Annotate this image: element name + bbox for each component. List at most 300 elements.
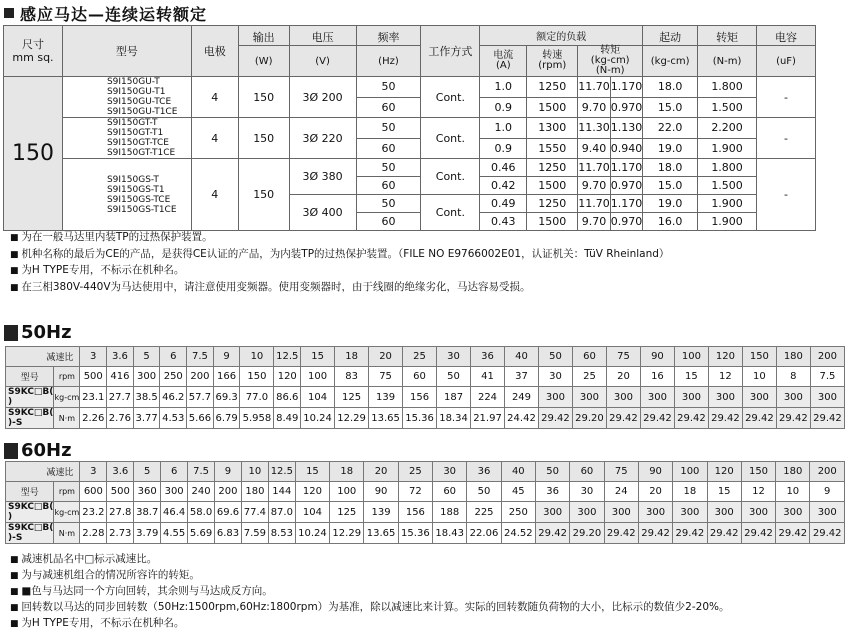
nm-cell: 6.79 (213, 408, 240, 429)
nm-unit: N·m (54, 408, 80, 429)
ratio-cell: 100 (674, 347, 708, 367)
nm-cell: 24.42 (505, 408, 539, 429)
kgcm-cell: 46.2 (160, 387, 187, 408)
rpm-cell: 60 (403, 367, 437, 387)
voltage-value: 3Ø 220 (289, 118, 356, 159)
model-name: S9I150GS-T (106, 174, 159, 185)
ratio-cell: 3 (80, 347, 107, 367)
kgcm-cell: 69.3 (213, 387, 240, 408)
nm-cell: 18.43 (433, 523, 467, 544)
nm-cell: 2.76 (107, 408, 134, 429)
kgcm-value: 9.70 (578, 213, 611, 231)
kgcm-cell: 300 (776, 387, 810, 408)
nm-cell: 29.42 (604, 523, 638, 544)
header-poles: 电极 (191, 26, 238, 77)
nm-cell: 8.53 (268, 523, 295, 544)
ratio-cell: 200 (810, 347, 844, 367)
ratio-cell: 18 (335, 347, 369, 367)
nm-cell: 4.55 (161, 523, 188, 544)
rpm-cell: 25 (572, 367, 606, 387)
kgcm-cell: 300 (535, 502, 569, 523)
kgcm-value: 9.70 (578, 97, 611, 118)
kgcm-unit: kg-cm (54, 502, 80, 523)
kgcm-cell: 300 (707, 502, 741, 523)
kgcm-cell: 23.1 (80, 387, 107, 408)
notes-bottom (10, 552, 730, 632)
model-list (62, 159, 191, 231)
rpm-cell: 360 (134, 482, 161, 502)
kgcm-value: 11.30 (578, 118, 611, 139)
rpm-cell: 90 (364, 482, 398, 502)
model-code: S9KC□B( ) (6, 387, 54, 408)
rpm-cell: 300 (133, 367, 160, 387)
hz60-title: 60Hz (4, 440, 72, 461)
ratio-cell: 15 (295, 462, 329, 482)
nm-cell: 29.42 (673, 523, 707, 544)
ratio-cell: 6 (161, 462, 188, 482)
kgcm-cell: 300 (538, 387, 572, 408)
rpm-cell: 20 (606, 367, 640, 387)
rpm-cell: 36 (535, 482, 569, 502)
rpm-cell: 10 (742, 367, 776, 387)
rpm-cell: 600 (80, 482, 107, 502)
header-start: 起动 (643, 26, 698, 46)
rpm-cell: 45 (501, 482, 535, 502)
ratio-cell: 5 (133, 347, 160, 367)
freq-value: 60 (356, 213, 421, 231)
output-value: 150 (238, 159, 289, 231)
note-line: ■ 机种名称的最后为CE的产品，是获得CE认证的产品，为内装TP的过热保护装置。（FILE NO E9766002E01，认证机关：TüV Rheinland） (10, 247, 669, 264)
model-name: S9I150GT-T (106, 118, 158, 128)
rpm-cell: 30 (538, 367, 572, 387)
a-value: 1.0 (480, 118, 527, 139)
freq-value: 60 (356, 177, 421, 195)
kgcm-cell: 187 (437, 387, 471, 408)
ratio-cell: 6 (160, 347, 187, 367)
snm-value: 1.900 (698, 195, 757, 213)
snm-value: 1.900 (698, 138, 757, 159)
nm-value: 1.170 (610, 195, 643, 213)
nm-cell: 29.42 (606, 408, 640, 429)
poles-value: 4 (191, 77, 238, 118)
model-name: S9I150GT-T1CE (106, 148, 176, 158)
nm-cell: 21.97 (471, 408, 505, 429)
snm-value: 1.900 (698, 213, 757, 231)
nm-cell: 24.52 (501, 523, 535, 544)
kgcm-cell: 250 (501, 502, 535, 523)
ratio-cell: 25 (403, 347, 437, 367)
ratio-cell: 30 (437, 347, 471, 367)
nm-cell: 29.42 (535, 523, 569, 544)
rpm-value: 1500 (527, 213, 578, 231)
rpm-cell: 120 (274, 367, 301, 387)
kgcm-cell: 300 (708, 387, 742, 408)
rpm-row (6, 367, 845, 387)
note-line: ■ 回转数以马达的同步回转数（50Hz:1500rpm,60Hz:1800rpm）为基准，除以减速比来计算。实际的回转数随负荷物的大小，比标示的数值少2-20%。 (10, 600, 730, 616)
nm-cell: 2.28 (80, 523, 107, 544)
rpm-value: 1500 (527, 177, 578, 195)
model-code: S9KC□B( ) (6, 502, 54, 523)
voltage-value: 3Ø 200 (289, 77, 356, 118)
unit-start: (kg-cm) (643, 46, 698, 77)
kgcm-cell: 125 (335, 387, 369, 408)
model-name: S9I150GS-TCE (106, 194, 171, 205)
kgcm-cell: 300 (810, 502, 845, 523)
rpm-cell: 60 (433, 482, 467, 502)
note-line: ■ 减速机品名中□标示减速比。 (10, 552, 730, 568)
nm-cell: 29.42 (638, 523, 672, 544)
ratio-cell: 36 (467, 462, 501, 482)
rpm-cell: 120 (295, 482, 329, 502)
ratio-cell: 200 (810, 462, 845, 482)
nm-value: 0.940 (610, 138, 643, 159)
kgcm-value: 9.70 (578, 177, 611, 195)
kgcm-cell: 156 (398, 502, 432, 523)
kgcm-cell: 104 (295, 502, 329, 523)
rpm-cell: 100 (301, 367, 335, 387)
nm-cell: 29.42 (776, 408, 810, 429)
rpm-cell: 240 (188, 482, 215, 502)
nm-cell: 29.20 (570, 523, 604, 544)
ratio-cell: 3 (80, 462, 107, 482)
ratio-cell: 90 (638, 462, 672, 482)
nm-cell: 29.42 (810, 523, 845, 544)
ratio-cell: 150 (741, 462, 775, 482)
rpm-cell: 7.5 (810, 367, 844, 387)
nm-cell: 3.79 (134, 523, 161, 544)
rpm-cell: 24 (604, 482, 638, 502)
rpm-cell: 200 (187, 367, 214, 387)
kgcm-cell: 300 (638, 502, 672, 523)
freq-value: 50 (356, 195, 421, 213)
output-value: 150 (238, 118, 289, 159)
kgcm-cell: 300 (741, 502, 775, 523)
ratio-cell: 90 (640, 347, 674, 367)
ratio-cell: 50 (535, 462, 569, 482)
kgcm-cell: 300 (742, 387, 776, 408)
kgcm-row (6, 387, 845, 408)
poles-value: 4 (191, 159, 238, 231)
freq-value: 50 (356, 77, 421, 98)
skg-value: 18.0 (643, 159, 698, 177)
ratio-cell: 10 (240, 347, 274, 367)
nm-cell: 29.42 (640, 408, 674, 429)
kgcm-cell: 125 (330, 502, 364, 523)
ratio-row (6, 347, 845, 367)
nm-cell: 10.24 (295, 523, 329, 544)
kgcm-cell: 300 (572, 387, 606, 408)
nm-cell: 12.29 (335, 408, 369, 429)
ratio-cell: 75 (606, 347, 640, 367)
kgcm-cell: 300 (776, 502, 810, 523)
nm-value: 0.970 (610, 177, 643, 195)
kgcm-cell: 38.7 (134, 502, 161, 523)
kgcm-cell: 300 (570, 502, 604, 523)
ratio-cell: 180 (776, 462, 810, 482)
rpm-cell: 100 (330, 482, 364, 502)
ratio-cell: 40 (501, 462, 535, 482)
rpm-cell: 500 (107, 482, 134, 502)
rpm-cell: 300 (161, 482, 188, 502)
header-torque: 转矩 (kg-cm)(N-m) (578, 46, 643, 77)
ratio-cell: 5 (134, 462, 161, 482)
ratio-cell: 30 (433, 462, 467, 482)
ratio-cell: 60 (572, 347, 606, 367)
skg-value: 16.0 (643, 213, 698, 231)
rpm-row (6, 482, 845, 502)
ratio-cell: 15 (301, 347, 335, 367)
kgcm-cell: 300 (604, 502, 638, 523)
nm-cell: 4.53 (160, 408, 187, 429)
rpm-cell: 50 (467, 482, 501, 502)
kgcm-cell: 300 (640, 387, 674, 408)
nm-cell: 5.66 (187, 408, 214, 429)
kgcm-value: 9.40 (578, 138, 611, 159)
rpm-cell: 75 (369, 367, 403, 387)
rpm-cell: 10 (776, 482, 810, 502)
a-value: 0.9 (480, 97, 527, 118)
kgcm-cell: 87.0 (268, 502, 295, 523)
nm-cell: 29.42 (810, 408, 844, 429)
nm-cell: 7.59 (241, 523, 268, 544)
nm-cell: 15.36 (403, 408, 437, 429)
ratio-cell: 9 (215, 462, 242, 482)
kgcm-value: 11.70 (578, 159, 611, 177)
rpm-cell: 166 (213, 367, 240, 387)
spec-row (4, 77, 816, 98)
square-bullet-icon (4, 325, 18, 341)
header-start-torque: 转矩 (698, 26, 757, 46)
nm-cell: 10.24 (301, 408, 335, 429)
rpm-cell: 15 (707, 482, 741, 502)
rpm-value: 1250 (527, 77, 578, 98)
kgcm-cell: 225 (467, 502, 501, 523)
header-output: 输出 (238, 26, 289, 46)
rpm-cell: 250 (160, 367, 187, 387)
rpm-cell: 41 (471, 367, 505, 387)
gear-table-50hz (5, 346, 845, 429)
nm-row (6, 408, 845, 429)
rpm-value: 1500 (527, 97, 578, 118)
rpm-cell: 9 (810, 482, 845, 502)
rpm-value: 1250 (527, 195, 578, 213)
nm-cell: 29.42 (707, 523, 741, 544)
ratio-cell: 9 (213, 347, 240, 367)
mode-value: Cont. (421, 77, 480, 118)
kgcm-cell: 69.6 (215, 502, 242, 523)
a-value: 0.43 (480, 213, 527, 231)
model-code-s: S9KC□B( )-S (6, 408, 54, 429)
a-value: 1.0 (480, 77, 527, 98)
rpm-cell: 8 (776, 367, 810, 387)
model-label: 型号 (6, 367, 54, 387)
ratio-cell: 75 (604, 462, 638, 482)
note-line: ■ 为H TYPE专用，不标示在机种名。 (10, 616, 730, 632)
rpm-value: 1300 (527, 118, 578, 139)
header-cap: 电容 (757, 26, 816, 46)
nm-cell: 2.26 (80, 408, 107, 429)
rpm-cell: 15 (674, 367, 708, 387)
rpm-label: rpm (54, 482, 80, 502)
header-freq: 频率 (356, 26, 421, 46)
ratio-cell: 60 (570, 462, 604, 482)
unit-output: (W) (238, 46, 289, 77)
ratio-cell: 25 (398, 462, 432, 482)
nm-value: 0.970 (610, 97, 643, 118)
hz50-title: 50Hz (4, 322, 72, 343)
gear-table-60hz (5, 461, 845, 544)
spec-table (3, 25, 816, 231)
poles-value: 4 (191, 118, 238, 159)
nm-value: 1.170 (610, 159, 643, 177)
model-code-s: S9KC□B( )-S (6, 523, 54, 544)
kgcm-cell: 46.4 (161, 502, 188, 523)
nm-cell: 13.65 (369, 408, 403, 429)
nm-cell: 12.29 (330, 523, 364, 544)
nm-cell: 5.958 (240, 408, 274, 429)
nm-cell: 29.42 (741, 523, 775, 544)
spec-row (4, 118, 816, 139)
rpm-cell: 150 (240, 367, 274, 387)
kgcm-cell: 249 (505, 387, 539, 408)
kgcm-cell: 86.6 (274, 387, 301, 408)
model-name: S9I150GS-T1 (106, 184, 165, 195)
a-value: 0.46 (480, 159, 527, 177)
a-value: 0.9 (480, 138, 527, 159)
skg-value: 19.0 (643, 195, 698, 213)
nm-cell: 29.42 (538, 408, 572, 429)
rpm-cell: 416 (107, 367, 134, 387)
rpm-label: rpm (54, 367, 80, 387)
snm-value: 1.800 (698, 77, 757, 98)
rpm-value: 1250 (527, 159, 578, 177)
kgcm-cell: 57.7 (187, 387, 214, 408)
nm-value: 0.970 (610, 213, 643, 231)
freq-value: 60 (356, 97, 421, 118)
output-value: 150 (238, 77, 289, 118)
snm-value: 2.200 (698, 118, 757, 139)
header-rated: 额定的负载 (480, 26, 643, 46)
ratio-cell: 10 (241, 462, 268, 482)
rpm-value: 1550 (527, 138, 578, 159)
square-bullet-icon (4, 443, 18, 459)
ratio-row (6, 462, 845, 482)
ratio-cell: 100 (673, 462, 707, 482)
nm-cell: 22.06 (467, 523, 501, 544)
skg-value: 15.0 (643, 97, 698, 118)
nm-cell: 15.36 (398, 523, 432, 544)
nm-cell: 29.42 (742, 408, 776, 429)
ratio-cell: 40 (505, 347, 539, 367)
voltage-value: 3Ø 380 (289, 159, 356, 195)
unit-voltage: (V) (289, 46, 356, 77)
kgcm-row (6, 502, 845, 523)
kgcm-cell: 300 (606, 387, 640, 408)
model-list (62, 118, 191, 159)
model-name: S9I150GU-T1 (106, 87, 166, 97)
ratio-label: 减速比 (6, 347, 80, 367)
a-value: 0.42 (480, 177, 527, 195)
spec-row (4, 159, 816, 177)
ratio-cell: 12.5 (268, 462, 295, 482)
cap-value: - (757, 159, 816, 231)
rpm-cell: 37 (505, 367, 539, 387)
note-line: ■ 为在一般马达里内装TP的过热保护装置。 (10, 230, 669, 247)
model-name: S9I150GU-T1CE (106, 107, 178, 117)
header-current: 电流 (A) (480, 46, 527, 77)
header-mode: 工作方式 (421, 26, 480, 77)
rpm-cell: 83 (335, 367, 369, 387)
header-model: 型号 (62, 26, 191, 77)
rpm-cell: 144 (268, 482, 295, 502)
header-size: 尺寸 mm sq. (4, 26, 63, 77)
model-name: S9I150GT-TCE (106, 138, 169, 148)
snm-value: 1.500 (698, 177, 757, 195)
snm-value: 1.800 (698, 159, 757, 177)
note-line: ■ 为H TYPE专用，不标示在机种名。 (10, 263, 669, 280)
kgcm-cell: 27.7 (107, 387, 134, 408)
note-line: ■ 在三相380V-440V为马达使用中，请注意使用变频器。使用变频器时，由于线圈的绝缘劣化，马达容易受损。 (10, 280, 669, 297)
rpm-cell: 500 (80, 367, 107, 387)
freq-value: 50 (356, 159, 421, 177)
rpm-cell: 12 (741, 482, 775, 502)
ratio-cell: 180 (776, 347, 810, 367)
skg-value: 19.0 (643, 138, 698, 159)
model-name: S9I150GT-T1 (106, 128, 164, 138)
kgcm-cell: 23.2 (80, 502, 107, 523)
model-name: S9I150GU-T (106, 77, 160, 87)
kgcm-cell: 58.0 (188, 502, 215, 523)
nm-value: 1.130 (610, 118, 643, 139)
kgcm-cell: 139 (364, 502, 398, 523)
mode-value: Cont. (421, 195, 480, 231)
nm-cell: 18.34 (437, 408, 471, 429)
kgcm-unit: kg-cm (54, 387, 80, 408)
ratio-cell: 7.5 (187, 347, 214, 367)
ratio-cell: 18 (330, 462, 364, 482)
rpm-cell: 12 (708, 367, 742, 387)
unit-cap: (uF) (757, 46, 816, 77)
kgcm-cell: 27.8 (107, 502, 134, 523)
rpm-cell: 16 (640, 367, 674, 387)
kgcm-cell: 224 (471, 387, 505, 408)
nm-unit: N·m (54, 523, 80, 544)
unit-start-torque: (N-m) (698, 46, 757, 77)
square-bullet-icon (4, 8, 14, 18)
note-line: ■ ■色与马达同一个方向回转，其余则与马达成反方向。 (10, 584, 730, 600)
nm-cell: 2.73 (107, 523, 134, 544)
ratio-cell: 120 (708, 347, 742, 367)
model-label: 型号 (6, 482, 54, 502)
header-voltage: 电压 (289, 26, 356, 46)
kgcm-cell: 77.0 (240, 387, 274, 408)
voltage-value: 3Ø 400 (289, 195, 356, 231)
model-list (62, 77, 191, 118)
ratio-cell: 20 (369, 347, 403, 367)
model-name: S9I150GU-TCE (106, 97, 172, 107)
size-value: 150 (4, 77, 63, 231)
notes-top (10, 230, 669, 296)
rpm-cell: 50 (437, 367, 471, 387)
kgcm-cell: 300 (673, 502, 707, 523)
snm-value: 1.500 (698, 97, 757, 118)
rpm-cell: 30 (570, 482, 604, 502)
nm-cell: 29.20 (572, 408, 606, 429)
rpm-cell: 20 (638, 482, 672, 502)
section-title: 感应马达—连续运转额定 (4, 2, 207, 24)
kgcm-value: 11.70 (578, 77, 611, 98)
kgcm-cell: 188 (433, 502, 467, 523)
